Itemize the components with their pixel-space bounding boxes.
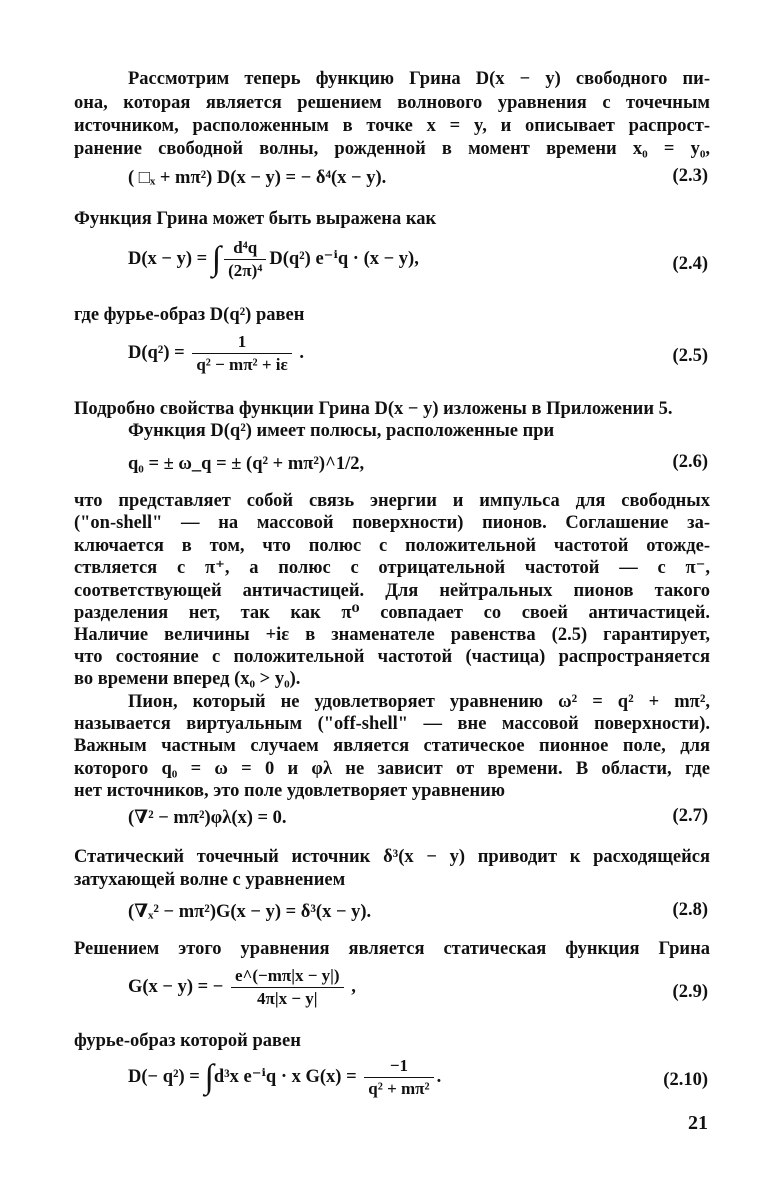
text-line: фурье-образ которой равен — [74, 1031, 301, 1051]
fraction-numerator: 1 — [192, 332, 291, 354]
fraction — [364, 1056, 433, 1099]
fraction-numerator: −1 — [364, 1056, 433, 1078]
equation-2-3: ( □ₓ + mπ²) D(x − y) = − δ⁴(x − y). — [128, 168, 387, 188]
fraction-denominator: 4π|x − y| — [257, 989, 318, 1008]
text-line: Функция D(q²) имеет полюсы, расположенные при — [128, 421, 555, 441]
text-line: где фурье-образ D(q²) равен — [74, 305, 305, 325]
text-line: ключается в том, что полюс с положительной частотой отожде- — [74, 536, 710, 556]
equation-2-6: q₀ = ± ω_q = ± (q² + mπ²)^1/2, — [128, 454, 365, 474]
equation-2-10 — [128, 1056, 441, 1099]
text-line: Статический точечный источник δ³(x − y) приводит к расходящейся — [74, 847, 710, 867]
fraction-denominator: q² − mπ² + iε — [196, 355, 288, 374]
fraction — [192, 332, 291, 375]
equation-number: (2.4) — [672, 254, 708, 274]
equation-number: (2.9) — [672, 982, 708, 1002]
equation-2-7: (∇² − mπ²)φλ(x) = 0. — [128, 808, 287, 828]
equation-number: (2.3) — [672, 166, 708, 186]
fraction — [231, 966, 344, 1009]
integral-sign: ∫ — [204, 1058, 214, 1096]
equation-number: (2.6) — [672, 452, 708, 472]
integral-sign: ∫ — [211, 240, 222, 278]
text-line: что состояние с положительной частотой (частица) распространяется — [74, 647, 710, 667]
equation-rhs: , — [346, 976, 356, 997]
text-line: источником, расположенным в точке x = y, и описывает распрост- — [74, 116, 710, 136]
text-line: нет источников, это поле удовлетворяет уравнению — [74, 781, 505, 801]
equation-lhs: D(x − y) = — [128, 248, 212, 269]
text-line: Решением этого уравнения является статическая функция Грина — [74, 939, 710, 959]
text-line: которого q₀ = ω = 0 и φλ не зависит от времени. В области, где — [74, 759, 710, 779]
text-line: называется виртуальным ("off-shell" — вне массовой поверхности). — [74, 714, 710, 734]
text-line: соответствующей античастицей. Для нейтральных пионов такого — [74, 581, 710, 601]
text-line: что представляет собой связь энергии и импульса для свободных — [74, 491, 710, 511]
text-line: разделения нет, так как π⁰ совпадает со своей античастицей. — [74, 603, 710, 623]
text-line: Наличие величины +iε в знаменателе равенства (2.5) гарантирует, — [74, 625, 710, 645]
text-line: Рассмотрим теперь функцию Грина D(x − y) свободного пи- — [128, 69, 710, 89]
text-line: во времени вперед (x₀ > y₀). — [74, 669, 301, 689]
text-line: Важным частным случаем является статическое пионное поле, для — [74, 736, 710, 756]
equation-number: (2.8) — [672, 900, 708, 920]
text-line: Функция Грина может быть выражена как — [74, 209, 437, 229]
fraction-denominator: q² + mπ² — [368, 1079, 430, 1098]
equation-lhs: D(q²) = — [128, 342, 190, 363]
text-line: Подробно свойства функции Грина D(x − y) изложены в Приложении 5. — [74, 399, 673, 419]
text-line: ("on-shell" — на массовой поверхности) пионов. Соглашение за- — [74, 513, 710, 533]
text-line: затухающей волне с уравнением — [74, 870, 346, 890]
equation-number: (2.10) — [663, 1070, 708, 1090]
fraction-numerator: d⁴q — [224, 238, 266, 260]
equation-rhs: D(q²) e⁻ⁱq · (x − y), — [269, 248, 419, 269]
equation-lhs: G(x − y) = − — [128, 976, 228, 997]
text-line: Пион, который не удовлетворяет уравнению ω² = q² + mπ², — [128, 692, 710, 712]
equation-number: (2.5) — [672, 346, 708, 366]
text-line: ствляется с π⁺, а полюс с отрицательной частотой — с π⁻, — [74, 558, 710, 578]
equation-rhs: . — [436, 1066, 442, 1087]
fraction-denominator: (2π)⁴ — [228, 261, 263, 280]
equation-lhs: D(− q²) = — [128, 1066, 205, 1087]
fraction — [224, 238, 266, 281]
equation-2-9 — [128, 966, 356, 1009]
fraction-numerator: e^(−mπ|x − y|) — [231, 966, 344, 988]
equation-rhs: . — [294, 342, 305, 363]
equation-2-5 — [128, 332, 304, 375]
page-number: 21 — [688, 1112, 708, 1134]
equation-middle: d³x e⁻ⁱq · x G(x) = — [213, 1066, 362, 1087]
equation-number: (2.7) — [672, 806, 708, 826]
text-line: ранение свободной волны, рожденной в момент времени x₀ = y₀, — [74, 139, 710, 159]
text-line: она, которая является решением волнового уравнения с точечным — [74, 93, 710, 113]
equation-2-4 — [128, 238, 419, 281]
equation-2-8: (∇ₓ² − mπ²)G(x − y) = δ³(x − y). — [128, 902, 372, 922]
